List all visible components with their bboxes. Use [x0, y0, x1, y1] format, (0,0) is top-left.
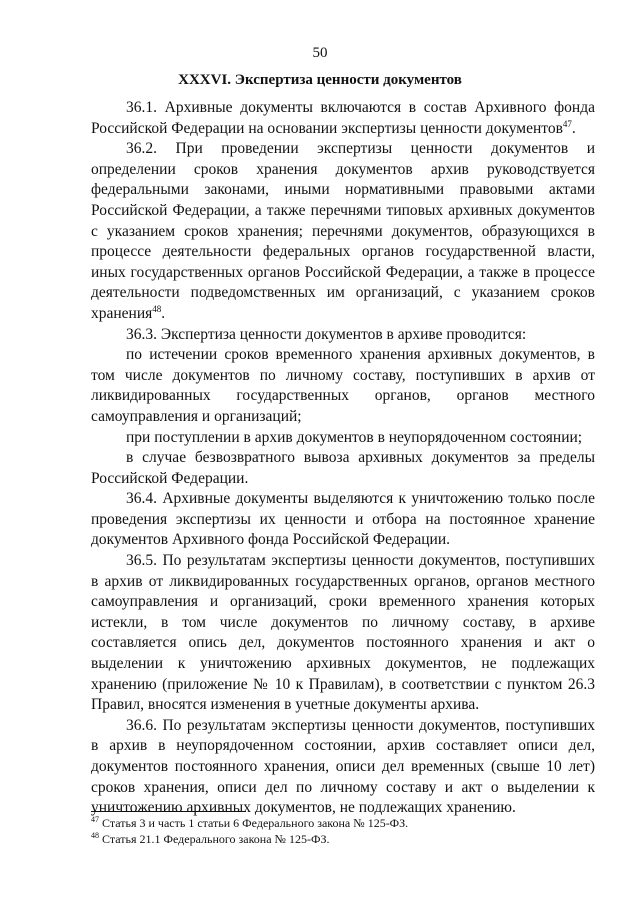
paragraph-36-2: [91, 139, 595, 324]
list-item-expiry: по истечении сроков временного хранения архивных документов, в том числе документов по личному составу, поступивших в архив от ликвидированных государственных органов, органов местного самоуправления и организаций;: [91, 346, 595, 425]
paragraph-36-3: 36.3. Экспертиза ценности документов в архиве проводится:: [126, 325, 527, 343]
paragraph-36-1: [91, 98, 595, 139]
paragraph-tail: .: [161, 304, 166, 322]
footnote-text: Статья 21.1 Федерального закона № 125-ФЗ.: [99, 832, 330, 846]
footnote-48: [91, 831, 595, 847]
list-item-export: в случае безвозвратного вывоза архивных документов за пределы Российской Федерации.: [91, 449, 595, 487]
section-title: XXXVI. Экспертиза ценности документов: [178, 72, 462, 88]
footnote-divider: [91, 811, 246, 812]
footnote-ref-48[interactable]: 48: [152, 303, 162, 314]
footnote-mark: 47: [91, 815, 99, 824]
paragraph-text: 36.1. Архивные документы включаются в состав Архивного фонда Российской Федерации на основании экспертизы ценности документов: [91, 99, 595, 137]
paragraph-tail: .: [571, 119, 576, 137]
paragraph-text: 36.2. При проведении экспертизы ценности документов и определении сроков хранения документов архив руководствуется федеральными законами, иными нормативными правовыми актами Российской Федерации, а также перечнями типовых архивных документов с указанием сроков хранения; перечнями документов, образующихся в процессе деятельности федеральных органов государственной власти, иных государственных органов Российской Федерации, а также в процессе деятельности подведомственных им организаций, с указанием сроков хранения: [91, 140, 595, 322]
footnote-mark: 48: [91, 831, 99, 840]
page-number: 50: [312, 45, 328, 61]
footnote-47: [91, 815, 595, 831]
list-item-unordered: при поступлении в архив документов в неупорядоченном состоянии;: [126, 428, 583, 446]
footnotes: [91, 815, 595, 847]
document-body: [91, 98, 595, 819]
footnote-ref-47[interactable]: 47: [562, 118, 572, 129]
footnote-text: Статья 3 и часть 1 статьи 6 Федерального закона № 125-ФЗ.: [99, 816, 409, 830]
paragraph-36-6: 36.6. По результатам экспертизы ценности документов, поступивших в архив в неупорядоченном состоянии, архив составляет описи дел, документов постоянного хранения, описи дел временных (свыше 10 лет) сроков хранения, описи дел по личному составу и акт о выделении к уничтожению архивных документов, не подлежащих хранению.: [91, 716, 595, 817]
paragraph-36-4: 36.4. Архивные документы выделяются к уничтожению только после проведения экспертизы их ценности и отбора на постоянное хранение документов Архивного фонда Российской Федерации.: [91, 490, 595, 549]
paragraph-36-5: 36.5. По результатам экспертизы ценности документов, поступивших в архив от ликвидированных государственных органов, органов местного самоуправления и организаций, сроки временного хранения которых истекли, в том числе документов по личному составу, в архиве составляется опись дел, документов постоянного хранения и акт о выделении к уничтожению архивных документов, не подлежащих хранению (приложение № 10 к Правилам), в соответствии с пунктом 26.3 Правил, вносятся изменения в учетные документы архива.: [91, 552, 595, 714]
